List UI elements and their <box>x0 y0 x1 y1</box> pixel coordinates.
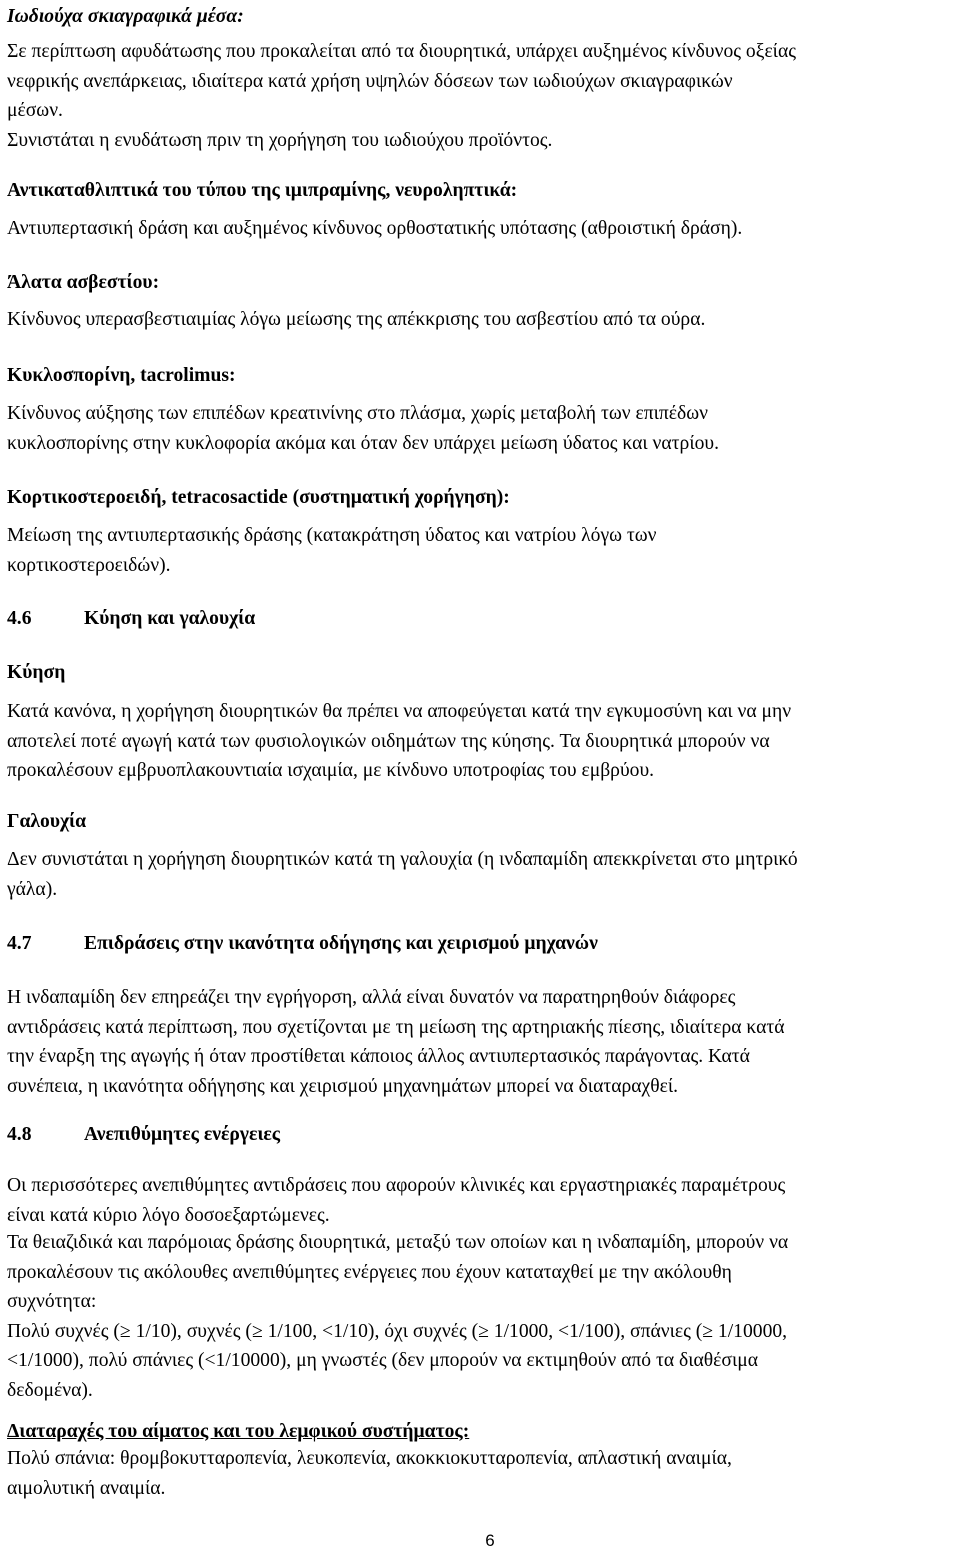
blood-disorders-paragraph <box>7 1444 957 1503</box>
lactation-heading: Γαλουχία <box>7 811 87 832</box>
lactation-paragraph <box>7 845 957 904</box>
paragraph-line: γάλα). <box>7 878 58 900</box>
corticosteroids-paragraph <box>7 521 957 580</box>
page-number: 6 <box>485 1531 495 1550</box>
paragraph-line: Η ινδαπαμίδη δεν επηρεάζει την εγρήγορση, αλλά είναι δυνατόν να παρατηρηθούν διάφορες <box>7 987 736 1008</box>
paragraph-line: Κίνδυνος υπερασβεστιαιμίας λόγω μείωσης της απέκκρισης του ασβεστίου από τα ούρα. <box>7 309 706 330</box>
paragraph-line: <1/1000), πολύ σπάνιες (<1/10000), μη γνωστές (δεν μπορούν να εκτιμηθούν από τα διαθέσιμα <box>7 1350 758 1371</box>
paragraph-line: προκαλέσουν τις ακόλουθες ανεπιθύμητες ενέργειες που έχουν καταταχθεί με την ακόλουθη <box>7 1261 732 1283</box>
cyclosporine-heading: Κυκλοσπορίνη, tacrolimus: <box>7 365 236 386</box>
paragraph-line: αντιδράσεις κατά περίπτωση, που σχετίζονται με τη μείωση της αρτηριακής πίεσης, ιδιαίτερα κατά <box>7 1016 785 1038</box>
blood-disorders-heading: Διαταραχές του αίματος και του λεμφικού συστήματος: <box>7 1421 470 1442</box>
paragraph-line: νεφρικής ανεπάρκειας, ιδιαίτερα κατά χρήση υψηλών δόσεων των ιωδιούχων σκιαγραφικών <box>7 70 733 92</box>
paragraph-line: Αντιυπερτασική δράση και αυξημένος κίνδυνος ορθοστατικής υπότασης (αθροιστική δράση). <box>7 218 743 239</box>
paragraph-line: είναι κατά κύριο λόγο δοσοεξαρτώμενες. <box>7 1204 330 1226</box>
corticosteroids-heading: Κορτικοστεροειδή, tetracosactide (συστηματική χορήγηση): <box>7 487 510 508</box>
driving-paragraph <box>7 983 957 1101</box>
pregnancy-paragraph <box>7 697 957 786</box>
section-number-4-8: 4.8 <box>7 1124 32 1145</box>
section-title-4-7: Επιδράσεις στην ικανότητα οδήγησης και χειρισμού μηχανών <box>84 933 598 954</box>
cyclosporine-paragraph <box>7 399 957 458</box>
section-number-4-7: 4.7 <box>7 933 32 954</box>
paragraph-line: Πολύ σπάνια: θρομβοκυτταροπενία, λευκοπενία, ακοκκιοκυτταροπενία, απλαστική αναιμία, <box>7 1448 732 1469</box>
paragraph-line: Τα θειαζιδικά και παρόμοιας δράσης διουρητικά, μεταξύ των οποίων και η ινδαπαμίδη, μπορούν να <box>7 1232 789 1253</box>
antidepressants-paragraph <box>7 214 957 244</box>
paragraph-line: προκαλέσουν εμβρυοπλακουντιαία ισχαιμία, με κίνδυνο υποτροφίας του εμβρύου. <box>7 760 655 781</box>
paragraph-line: αιμολυτική αναιμία. <box>7 1477 166 1499</box>
adverse-effects-intro-paragraph <box>7 1171 957 1230</box>
adverse-effects-frequency-paragraph <box>7 1228 957 1405</box>
paragraph-line: Κίνδυνος αύξησης των επιπέδων κρεατινίνης στο πλάσμα, χωρίς μεταβολή των επιπέδων <box>7 403 708 424</box>
antidepressants-heading: Αντικαταθλιπτικά του τύπου της ιμιπραμίνης, νευροληπτικά: <box>7 180 518 201</box>
paragraph-line: κορτικοστεροειδών). <box>7 554 171 576</box>
paragraph-line: Μείωση της αντιυπερτασικής δράσης (κατακράτηση ύδατος και νατρίου λόγω των <box>7 525 657 546</box>
calcium-salts-heading: Άλατα ασβεστίου: <box>7 272 160 293</box>
paragraph-line: Συνιστάται η ενυδάτωση πριν τη χορήγηση του ιωδιούχου προϊόντος. <box>7 129 553 151</box>
paragraph-line: Κατά κανόνα, η χορήγηση διουρητικών θα πρέπει να αποφεύγεται κατά την εγκυμοσύνη και να μην <box>7 701 792 722</box>
calcium-salts-paragraph <box>7 305 957 335</box>
paragraph-line: Οι περισσότερες ανεπιθύμητες αντιδράσεις που αφορούν κλινικές και εργαστηριακές παραμέτρους <box>7 1175 786 1196</box>
paragraph-line: Σε περίπτωση αφυδάτωσης που προκαλείται από τα διουρητικά, υπάρχει αυξημένος κίνδυνος οξείας <box>7 41 796 62</box>
paragraph-line: Δεν συνιστάται η χορήγηση διουρητικών κατά τη γαλουχία (η ινδαπαμίδη απεκκρίνεται στο μητρικό <box>7 849 798 870</box>
section-title-4-8: Ανεπιθύμητες ενέργειες <box>84 1124 281 1145</box>
section-number-4-6: 4.6 <box>7 608 32 629</box>
iodinated-contrast-paragraph <box>7 37 957 155</box>
paragraph-line: συχνότητα: <box>7 1291 97 1312</box>
paragraph-line: κυκλοσπορίνης στην κυκλοφορία ακόμα και όταν δεν υπάρχει μείωση ύδατος και νατρίου. <box>7 432 719 454</box>
paragraph-line: συνέπεια, η ικανότητα οδήγησης και χειρισμού μηχανημάτων μπορεί να διαταραχθεί. <box>7 1075 679 1097</box>
iodinated-contrast-heading: Ιωδιούχα σκιαγραφικά μέσα: <box>7 6 244 27</box>
section-title-4-6: Κύηση και γαλουχία <box>84 608 256 629</box>
paragraph-line: την έναρξη της αγωγής ή όταν προστίθεται κάποιος άλλος αντιυπερτασικός παράγοντας. Κατά <box>7 1046 750 1067</box>
paragraph-line: Πολύ συχνές (≥ 1/10), συχνές (≥ 1/100, <1/10), όχι συχνές (≥ 1/1000, <1/100), σπάνιες (≥ 1/10000, <box>7 1320 788 1342</box>
paragraph-line: αποτελεί ποτέ αγωγή κατά των φυσιολογικών οιδημάτων της κύησης. Τα διουρητικά μπορούν να <box>7 730 770 752</box>
paragraph-line: μέσων. <box>7 100 63 121</box>
pregnancy-heading: Κύηση <box>7 662 66 683</box>
paragraph-line: δεδομένα). <box>7 1379 93 1401</box>
